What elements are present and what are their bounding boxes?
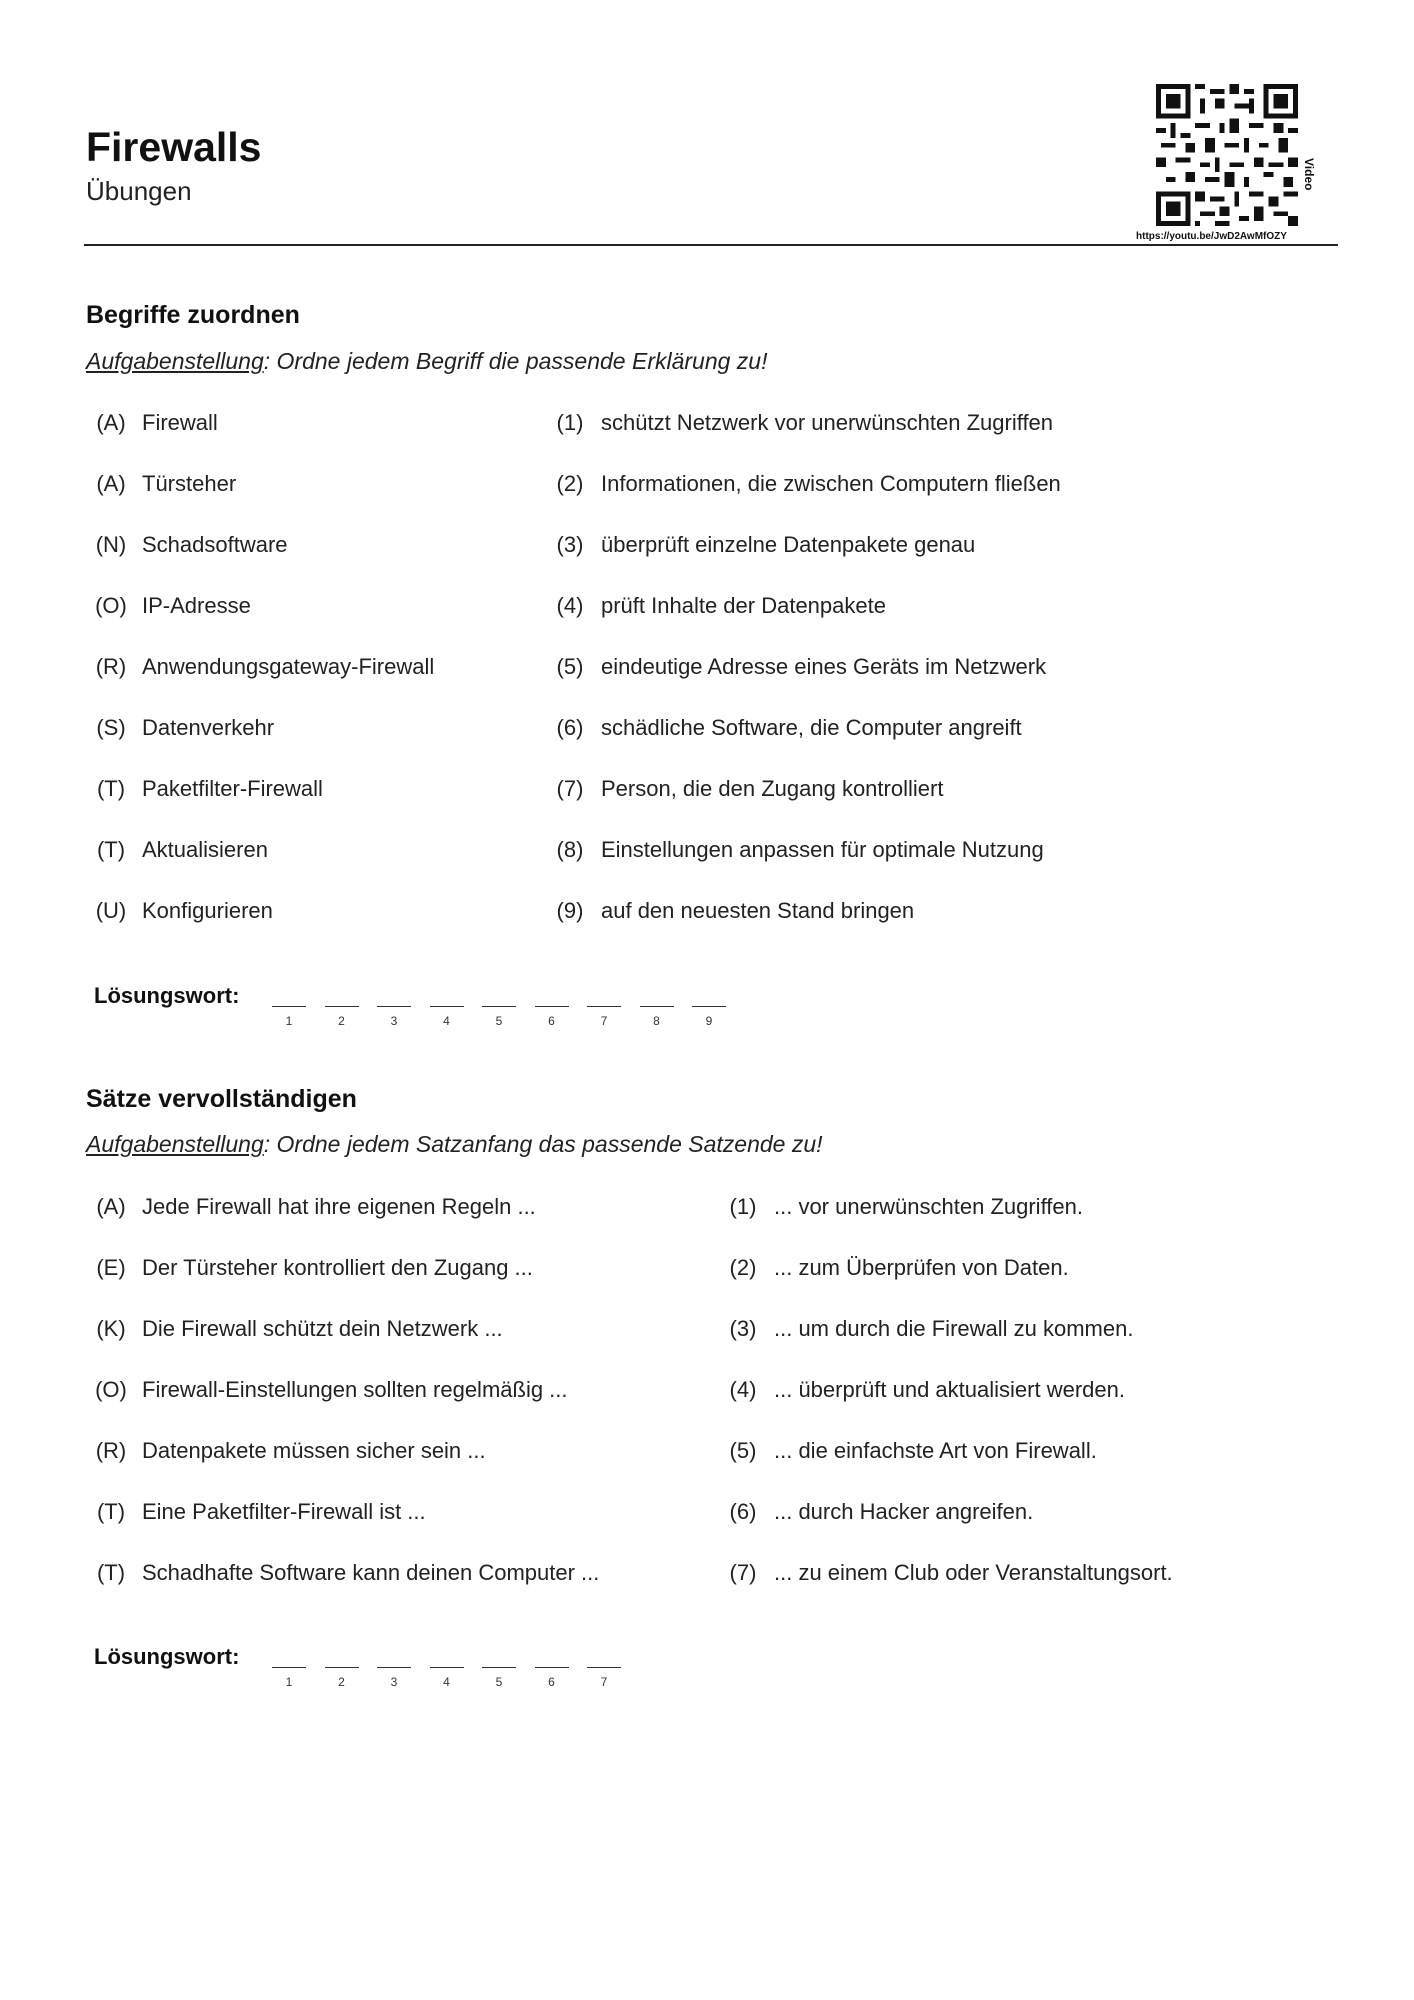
section2-ending-item bbox=[718, 1194, 1083, 1220]
section2-ending-item-text: ... vor unerwünschten Zugriffen. bbox=[774, 1194, 1083, 1219]
section2-solution-blank-line[interactable] bbox=[587, 1667, 621, 1668]
section1-definition-item-key: (6) bbox=[556, 715, 584, 740]
section2-task-label: Aufgabenstellung bbox=[86, 1131, 264, 1157]
section2-start-item-key: (T) bbox=[96, 1560, 126, 1585]
section1-term-item-key: (S) bbox=[96, 715, 126, 740]
section2-start-item-key: (K) bbox=[96, 1316, 126, 1341]
section2-start-item bbox=[86, 1316, 503, 1342]
section2-start-item-key: (E) bbox=[96, 1255, 126, 1280]
section1-title: Begriffe zuordnen bbox=[86, 301, 300, 329]
section2-ending-item bbox=[718, 1377, 1125, 1403]
qr-video-label: Video bbox=[1302, 158, 1316, 191]
section1-solution-blank-number: 6 bbox=[548, 1014, 555, 1028]
section2-ending-item bbox=[718, 1499, 1033, 1525]
section2-solution-blank-line[interactable] bbox=[430, 1667, 464, 1668]
page-subtitle: Übungen bbox=[86, 176, 192, 206]
section1-definition-item-text: Person, die den Zugang kontrolliert bbox=[601, 776, 944, 801]
qr-url[interactable]: https://youtu.be/JwD2AwMfOZY bbox=[1136, 231, 1287, 242]
section2-start-item bbox=[86, 1560, 599, 1586]
section2-solution-blank-number: 4 bbox=[443, 1675, 450, 1689]
section1-term-item-key: (R) bbox=[95, 654, 127, 679]
section2-start-item-text: Schadhafte Software kann deinen Computer ... bbox=[142, 1560, 600, 1585]
section2-ending-item bbox=[718, 1316, 1133, 1342]
section2-start-item-text: Firewall-Einstellungen sollten regelmäßig ... bbox=[142, 1377, 568, 1402]
section1-term-item-text: Konfigurieren bbox=[142, 898, 273, 923]
section1-term-item-key: (N) bbox=[95, 532, 127, 557]
section2-ending-item-text: ... zum Überprüfen von Daten. bbox=[774, 1255, 1069, 1280]
section2-start-item-key: (A) bbox=[96, 1194, 126, 1219]
section1-definition-item bbox=[545, 593, 886, 619]
section2-task-text: : Ordne jedem Satzanfang das passende Satzende zu! bbox=[263, 1131, 823, 1157]
section2-ending-item-text: ... zu einem Club oder Veranstaltungsort. bbox=[774, 1560, 1173, 1585]
section1-term-item-text: Paketfilter-Firewall bbox=[142, 776, 323, 801]
section1-definition-item bbox=[545, 715, 1022, 741]
section1-solution-blank-line[interactable] bbox=[377, 1006, 411, 1007]
section2-start-item-text: Die Firewall schützt dein Netzwerk ... bbox=[142, 1316, 503, 1341]
section2-solution-blank-line[interactable] bbox=[535, 1667, 569, 1668]
section2-ending-item-key: (4) bbox=[729, 1377, 757, 1402]
section1-term-item bbox=[86, 776, 323, 802]
section2-solution-blank-line[interactable] bbox=[377, 1667, 411, 1668]
section2-solution-blank-number: 5 bbox=[495, 1675, 503, 1689]
section1-solution-blank-number: 5 bbox=[495, 1014, 503, 1028]
section1-definition-item bbox=[545, 654, 1046, 680]
section1-definition-item bbox=[545, 837, 1044, 863]
section1-definition-item-key: (1) bbox=[556, 410, 584, 435]
section2-ending-item bbox=[718, 1438, 1097, 1464]
section1-solution-blank-number: 3 bbox=[390, 1014, 398, 1028]
section2-start-item-text: Eine Paketfilter-Firewall ist ... bbox=[142, 1499, 426, 1524]
section1-solution-blank-line[interactable] bbox=[482, 1006, 516, 1007]
section2-ending-item-key: (2) bbox=[729, 1255, 757, 1280]
section1-definition-item-text: überprüft einzelne Datenpakete genau bbox=[601, 532, 976, 557]
section2-solution-blank-line[interactable] bbox=[482, 1667, 516, 1668]
section2-start-item bbox=[86, 1438, 486, 1464]
section2-start-item-text: Datenpakete müssen sicher sein ... bbox=[142, 1438, 486, 1463]
section2-solution-blank-number: 3 bbox=[390, 1675, 398, 1689]
section2-ending-item-text: ... überprüft und aktualisiert werden. bbox=[774, 1377, 1125, 1402]
section1-term-item-key: (U) bbox=[95, 898, 127, 923]
section1-solution-blank-number: 8 bbox=[653, 1014, 660, 1028]
section2-ending-item-key: (6) bbox=[729, 1499, 757, 1524]
section2-ending-item-text: ... um durch die Firewall zu kommen. bbox=[774, 1316, 1134, 1341]
section1-definition-item-text: prüft Inhalte der Datenpakete bbox=[601, 593, 886, 618]
section1-definition-item bbox=[545, 776, 943, 802]
section2-solution-blank-number: 2 bbox=[338, 1675, 345, 1689]
section1-definition-item bbox=[545, 898, 914, 924]
section1-definition-item bbox=[545, 471, 1061, 497]
section2-solution-label: Lösungswort: bbox=[94, 1644, 240, 1669]
section2-solution-blank-number: 6 bbox=[548, 1675, 555, 1689]
section1-solution-blank-line[interactable] bbox=[430, 1006, 464, 1007]
section1-definition-item-key: (4) bbox=[556, 593, 584, 618]
section1-definition-item-text: auf den neuesten Stand bringen bbox=[601, 898, 915, 923]
section1-definition-item bbox=[545, 410, 1053, 436]
section1-task-label: Aufgabenstellung bbox=[86, 348, 264, 374]
section1-term-item-key: (O) bbox=[95, 593, 127, 618]
section1-definition-item-text: schädliche Software, die Computer angreift bbox=[601, 715, 1022, 740]
section1-solution-blank-line[interactable] bbox=[272, 1006, 306, 1007]
section2-start-item bbox=[86, 1499, 426, 1525]
section2-start-item-text: Der Türsteher kontrolliert den Zugang ... bbox=[142, 1255, 533, 1280]
section1-solution-label: Lösungswort: bbox=[94, 983, 240, 1008]
section2-ending-item bbox=[718, 1255, 1069, 1281]
section1-task bbox=[86, 348, 768, 375]
section2-ending-item-text: ... durch Hacker angreifen. bbox=[774, 1499, 1034, 1524]
section1-solution-blank-number: 2 bbox=[338, 1014, 345, 1028]
section2-ending-item-key: (5) bbox=[729, 1438, 757, 1463]
section1-definition-item-text: Einstellungen anpassen für optimale Nutzung bbox=[601, 837, 1044, 862]
section1-term-item bbox=[86, 471, 236, 497]
section1-term-item-text: Türsteher bbox=[142, 471, 237, 496]
section1-definition-item-text: eindeutige Adresse eines Geräts im Netzwerk bbox=[601, 654, 1047, 679]
section1-definition-item-text: Informationen, die zwischen Computern fließen bbox=[601, 471, 1061, 496]
section1-term-item bbox=[86, 410, 218, 436]
section1-term-item-text: Datenverkehr bbox=[142, 715, 275, 740]
section1-term-item-text: IP-Adresse bbox=[142, 593, 251, 618]
section2-solution-blank-line[interactable] bbox=[325, 1667, 359, 1668]
section1-term-item-text: Firewall bbox=[142, 410, 218, 435]
section1-solution-blank-line[interactable] bbox=[692, 1006, 726, 1007]
section2-title: Sätze vervollständigen bbox=[86, 1085, 357, 1113]
section1-term-item bbox=[86, 898, 273, 924]
section2-ending-item-key: (3) bbox=[729, 1316, 757, 1341]
header-divider bbox=[84, 244, 1338, 246]
section1-term-item bbox=[86, 593, 251, 619]
section1-solution-blank-line[interactable] bbox=[640, 1006, 674, 1007]
section1-definition-item-key: (2) bbox=[556, 471, 584, 496]
section1-task-text: : Ordne jedem Begriff die passende Erklärung zu! bbox=[263, 348, 768, 374]
section1-term-item bbox=[86, 654, 434, 680]
section1-term-item-key: (T) bbox=[96, 776, 126, 801]
section1-term-item-text: Anwendungsgateway-Firewall bbox=[142, 654, 435, 679]
section1-definition-item-key: (5) bbox=[556, 654, 584, 679]
section1-solution-blank-number: 4 bbox=[443, 1014, 450, 1028]
section2-ending-item bbox=[718, 1560, 1173, 1586]
section2-solution-blank-number: 7 bbox=[600, 1675, 608, 1689]
section1-solution-blank-line[interactable] bbox=[325, 1006, 359, 1007]
section1-term-item-text: Schadsoftware bbox=[142, 532, 288, 557]
section2-solution-blank-number: 1 bbox=[285, 1675, 293, 1689]
section1-term-item-key: (A) bbox=[96, 410, 126, 435]
section1-definition-item bbox=[545, 532, 975, 558]
section2-task bbox=[86, 1131, 823, 1158]
section1-solution-blank-number: 1 bbox=[285, 1014, 293, 1028]
page-title: Firewalls bbox=[86, 124, 262, 170]
section2-start-item-key: (T) bbox=[96, 1499, 126, 1524]
section1-term-item-key: (T) bbox=[96, 837, 126, 862]
section2-start-item-key: (R) bbox=[95, 1438, 127, 1463]
section1-definition-item-key: (7) bbox=[556, 776, 584, 801]
section2-solution-blank-line[interactable] bbox=[272, 1667, 306, 1668]
section1-definition-item-key: (3) bbox=[556, 532, 584, 557]
section2-start-item bbox=[86, 1377, 568, 1403]
section1-solution-blank-number: 9 bbox=[705, 1014, 713, 1028]
section1-term-item bbox=[86, 837, 268, 863]
section1-solution-blank-line[interactable] bbox=[587, 1006, 621, 1007]
section2-ending-item-key: (7) bbox=[729, 1560, 757, 1585]
section2-ending-item-text: ... die einfachste Art von Firewall. bbox=[774, 1438, 1097, 1463]
qr-code-icon[interactable] bbox=[1156, 84, 1298, 226]
section1-solution-blank-line[interactable] bbox=[535, 1006, 569, 1007]
section2-start-item-text: Jede Firewall hat ihre eigenen Regeln ... bbox=[142, 1194, 536, 1219]
section1-term-item bbox=[86, 532, 288, 558]
section1-term-item-text: Aktualisieren bbox=[142, 837, 268, 862]
section1-definition-item-text: schützt Netzwerk vor unerwünschten Zugriffen bbox=[601, 410, 1054, 435]
section1-term-item-key: (A) bbox=[96, 471, 126, 496]
section2-ending-item-key: (1) bbox=[729, 1194, 757, 1219]
section1-solution-blank-number: 7 bbox=[600, 1014, 608, 1028]
section1-definition-item-key: (9) bbox=[556, 898, 584, 923]
section1-definition-item-key: (8) bbox=[556, 837, 584, 862]
section2-start-item bbox=[86, 1255, 533, 1281]
section2-start-item bbox=[86, 1194, 536, 1220]
section1-term-item bbox=[86, 715, 274, 741]
section2-start-item-key: (O) bbox=[95, 1377, 127, 1402]
